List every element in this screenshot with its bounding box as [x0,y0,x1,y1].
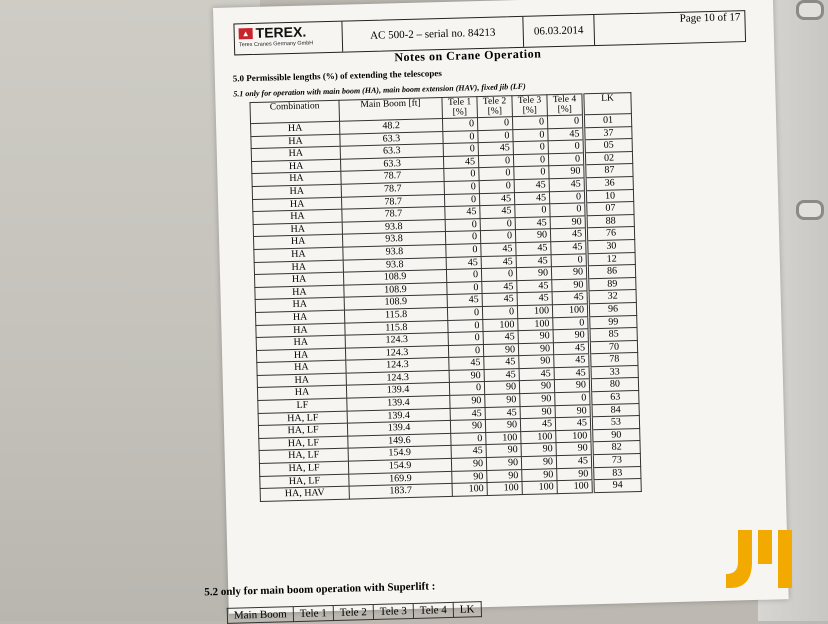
cell-tele2: 0 [481,268,516,282]
cell-tele1: 90 [452,470,487,484]
cell-tele2: 0 [478,129,513,143]
cell-tele4: 90 [551,266,587,280]
cell-tele3: 90 [516,267,551,281]
document-title: Notes on Crane Operation [394,46,542,65]
cell-tele1: 0 [444,193,479,207]
superlift-header-cell: Tele 3 [373,603,413,619]
cell-main-boom: 78.7 [341,181,444,196]
cell-lk: 78 [590,353,638,367]
header-tele2: Tele 2 [%] [477,96,513,118]
cell-tele3: 90 [515,229,550,243]
cell-lk: 76 [586,227,634,241]
cell-combination: HA [257,360,346,375]
cell-main-boom: 78.7 [341,194,444,209]
cell-combination: HA [252,172,341,187]
document-date: 06.03.2014 [523,15,595,47]
header-combination: Combination [250,100,340,123]
cell-tele1: 45 [449,357,484,371]
cell-tele1: 45 [451,445,486,459]
cell-main-boom: 154.9 [348,446,451,461]
cell-lk: 05 [584,139,632,153]
cell-tele1: 90 [450,395,485,409]
cell-tele1: 0 [447,281,482,295]
cell-combination: HA [255,285,344,300]
cell-main-boom: 108.9 [344,295,447,310]
cell-main-boom: 93.8 [342,219,445,234]
cell-tele3: 0 [513,141,548,155]
cell-tele3: 45 [516,254,551,268]
superlift-header-row [227,602,481,624]
cell-tele3: 90 [519,380,554,394]
cell-tele2: 0 [480,217,515,231]
logo-text: TEREX. [255,23,307,41]
cell-tele2: 0 [479,167,514,181]
header-main-boom: Main Boom [ft] [339,98,443,122]
cell-combination: HA [254,260,343,275]
cell-tele4: 45 [554,354,590,368]
cell-tele3: 0 [513,128,548,142]
cell-lk: 82 [592,441,640,455]
superlift-header-cell: LK [453,602,481,618]
cell-tele1: 0 [445,218,480,232]
cell-combination: HA [251,134,340,149]
cell-combination: HA [257,386,346,401]
cell-tele1: 0 [446,244,481,258]
model-serial: AC 500-2 – serial no. 84213 [342,17,524,52]
cell-tele2: 90 [486,457,521,471]
cell-tele1: 0 [448,319,483,333]
cell-tele4: 45 [556,455,592,469]
cell-tele1: 0 [444,181,479,195]
cell-tele3: 45 [519,368,554,382]
cell-lk: 80 [590,378,638,392]
cell-tele2: 90 [483,343,518,357]
cell-tele1: 0 [451,432,486,446]
cell-tele3: 90 [520,405,555,419]
cell-tele3: 45 [520,418,555,432]
cell-lk: 85 [589,328,637,342]
cell-tele4: 45 [553,341,589,355]
cell-tele2: 90 [487,469,522,483]
cell-combination: HA [255,297,344,312]
cell-tele1: 0 [443,130,478,144]
cell-main-boom: 93.8 [342,232,445,247]
cell-tele4: 100 [556,430,592,444]
cell-tele3: 0 [515,204,550,218]
terex-mark-icon: ▲ [239,27,253,38]
cell-tele2: 45 [482,280,517,294]
cell-combination: HA [257,373,346,388]
cell-tele3: 90 [521,456,556,470]
cell-tele1: 0 [446,269,481,283]
cell-tele3: 100 [522,481,557,495]
cell-tele3: 45 [514,191,549,205]
cell-combination: HA, LF [259,436,348,451]
cell-main-boom: 108.9 [343,270,446,285]
cell-tele2: 45 [482,293,517,307]
superlift-header-cell: Tele 2 [333,605,373,621]
cell-main-boom: 93.8 [343,257,446,272]
cell-tele4: 100 [552,304,588,318]
cell-tele3: 45 [516,242,551,256]
cell-main-boom: 124.3 [345,345,448,360]
cell-tele2: 45 [483,331,518,345]
cell-lk: 02 [584,151,632,165]
cell-main-boom: 115.8 [345,320,448,335]
cell-tele2: 45 [485,406,520,420]
cell-tele2: 0 [479,180,514,194]
cell-tele4: 90 [556,442,592,456]
cell-tele1: 90 [449,369,484,383]
section-heading-5-0: 5.0 Permissible lengths (%) of extending the telescopes [232,68,442,84]
cell-combination: HA [254,272,343,287]
cell-tele4: 0 [553,316,589,330]
cell-lk: 10 [585,189,633,203]
cell-tele2: 0 [480,230,515,244]
cell-main-boom: 139.4 [347,408,450,423]
cell-tele4: 90 [549,165,585,179]
cell-combination: HA [256,323,345,338]
cell-lk: 87 [585,164,633,178]
cell-tele1: 45 [443,155,478,169]
cell-main-boom: 78.7 [341,169,444,184]
watermark-logo-icon [722,522,812,596]
cell-tele4: 45 [552,291,588,305]
cell-tele3: 45 [517,292,552,306]
cell-tele2: 90 [486,444,521,458]
cell-tele1: 0 [442,118,477,132]
cell-combination: HA [253,209,342,224]
cell-tele2: 90 [485,419,520,433]
cell-tele2: 45 [480,205,515,219]
binder-ring [796,0,824,20]
cell-tele2: 100 [487,482,522,496]
superlift-header-cell: Tele 4 [413,602,453,618]
cell-tele3: 90 [522,468,557,482]
cell-combination: HA, LF [258,411,347,426]
cell-main-boom: 124.3 [346,370,449,385]
cell-tele4: 45 [551,241,587,255]
cell-tele2: 100 [483,318,518,332]
cell-tele3: 90 [520,393,555,407]
cell-tele1: 0 [444,168,479,182]
cell-tele4: 0 [550,203,586,217]
header-tele1: Tele 1 [%] [442,97,478,119]
cell-tele3: 45 [514,179,549,193]
cell-tele4: 0 [547,115,583,129]
page-number: Page 10 of 17 [679,11,741,25]
cell-combination: HA [256,348,345,363]
cell-combination: HA, LF [259,461,348,476]
cell-tele2: 90 [485,394,520,408]
cell-lk: 84 [591,403,639,417]
cell-tele3: 45 [517,279,552,293]
cell-tele1: 90 [451,458,486,472]
cell-tele4: 45 [550,228,586,242]
cell-lk: 94 [593,479,641,493]
cell-lk: 96 [588,302,636,316]
cell-tele3: 90 [518,342,553,356]
cell-main-boom: 108.9 [344,282,447,297]
cell-combination: HA [256,335,345,350]
cell-tele3: 90 [518,330,553,344]
cell-tele3: 100 [521,431,556,445]
cell-lk: 70 [589,340,637,354]
cell-main-boom: 93.8 [343,244,446,259]
cell-main-boom: 183.7 [349,484,452,499]
cell-tele2: 45 [481,243,516,257]
cell-lk: 07 [586,202,634,216]
cell-tele2: 0 [478,154,513,168]
cell-tele4: 45 [548,127,584,141]
cell-main-boom: 124.3 [346,358,449,373]
header-tele4: Tele 4 [%] [547,94,584,116]
cell-tele1: 45 [447,294,482,308]
cell-tele2: 100 [486,431,521,445]
cell-tele4: 45 [554,367,590,381]
cell-tele2: 45 [484,368,519,382]
cell-lk: 30 [587,239,635,253]
cell-tele4: 90 [557,467,593,481]
cell-main-boom: 115.8 [344,307,447,322]
cell-tele3: 90 [519,355,554,369]
telescope-lengths-table [249,92,641,502]
cell-tele2: 45 [481,255,516,269]
cell-combination: HA, HAV [260,486,349,501]
cell-tele1: 45 [445,206,480,220]
cell-main-boom: 63.3 [340,131,443,146]
terex-logo [234,22,343,55]
cell-lk: 86 [587,265,635,279]
cell-tele3: 0 [514,166,549,180]
cell-lk: 12 [587,252,635,266]
cell-tele4: 0 [548,153,584,167]
cell-lk: 33 [590,365,638,379]
cell-main-boom: 149.6 [348,433,451,448]
cell-combination: HA [251,146,340,161]
cell-tele1: 100 [452,483,487,497]
cell-tele2: 90 [484,381,519,395]
section-heading-5-2: 5.2 only for main boom operation with Superlift : [204,580,436,599]
cell-combination: HA [251,121,340,136]
cell-tele4: 90 [554,379,590,393]
cell-lk: 90 [592,428,640,442]
cell-main-boom: 124.3 [345,333,448,348]
cell-tele3: 100 [518,317,553,331]
cell-lk: 63 [591,391,639,405]
cell-lk: 32 [588,290,636,304]
cell-tele4: 0 [548,140,584,154]
cell-main-boom: 139.4 [347,395,450,410]
cell-combination: HA [254,235,343,250]
cell-tele1: 45 [446,256,481,270]
cell-combination: HA [252,184,341,199]
document-page [204,0,789,622]
cell-tele1: 90 [450,420,485,434]
header-tele3: Tele 3 [%] [512,95,548,117]
cell-tele1: 0 [443,143,478,157]
logo-subtitle: Terex Cranes Germany GmbH [238,40,314,49]
cell-tele3: 0 [513,154,548,168]
cell-tele1: 0 [449,382,484,396]
cell-tele1: 0 [448,332,483,346]
cell-lk: 89 [588,277,636,291]
cell-tele2: 45 [478,142,513,156]
cell-tele4: 0 [555,392,591,406]
cell-tele3: 100 [517,305,552,319]
cell-main-boom: 63.3 [340,144,443,159]
cell-tele4: 0 [551,253,587,267]
cell-lk: 36 [585,177,633,191]
cell-combination: HA [253,222,342,237]
cell-tele1: 0 [447,306,482,320]
cell-main-boom: 154.9 [348,458,451,473]
cell-main-boom: 169.9 [349,471,452,486]
cell-main-boom: 139.4 [346,383,449,398]
cell-main-boom: 78.7 [342,207,445,222]
cell-tele4: 90 [550,216,586,230]
cell-combination: HA, LF [260,474,349,489]
cell-combination: HA [253,197,342,212]
cell-tele3: 90 [521,443,556,457]
cell-tele4: 0 [549,190,585,204]
cell-lk: 37 [584,126,632,140]
cell-tele2: 45 [484,356,519,370]
cell-tele2: 0 [477,117,512,131]
superlift-header-cell: Tele 1 [293,606,333,622]
binder-ring [796,200,824,220]
superlift-table [227,601,482,624]
cell-tele1: 0 [448,344,483,358]
cell-tele2: 0 [482,306,517,320]
cell-tele4: 90 [552,279,588,293]
cell-tele1: 0 [445,231,480,245]
cell-tele4: 45 [549,178,585,192]
cell-lk: 88 [586,214,634,228]
header-lk: LK [583,93,632,115]
cell-lk: 01 [583,114,631,128]
cell-lk: 99 [589,315,637,329]
cell-combination: HA [252,159,341,174]
cell-main-boom: 63.3 [340,156,443,171]
cell-lk: 83 [593,466,641,480]
cell-combination: HA [255,310,344,325]
cell-combination: LF [258,398,347,413]
cell-lk: 73 [592,453,640,467]
cell-tele4: 90 [555,404,591,418]
cell-main-boom: 48.2 [340,119,443,134]
section-heading-5-1: 5.1 only for operation with main boom (HA), main boom extension (HAV), fixed jib (LF) [233,81,526,99]
cell-tele2: 45 [479,192,514,206]
cell-tele3: 0 [512,116,547,130]
cell-main-boom: 139.4 [347,421,450,436]
cell-lk: 53 [591,416,639,430]
cell-tele1: 45 [450,407,485,421]
cell-tele4: 45 [555,417,591,431]
cell-combination: HA, LF [259,449,348,464]
superlift-header-cell: Main Boom [227,607,293,624]
cell-combination: HA [254,247,343,262]
cell-tele3: 45 [515,216,550,230]
cell-tele4: 90 [553,329,589,343]
cell-tele4: 100 [557,480,593,494]
cell-combination: HA, LF [258,423,347,438]
